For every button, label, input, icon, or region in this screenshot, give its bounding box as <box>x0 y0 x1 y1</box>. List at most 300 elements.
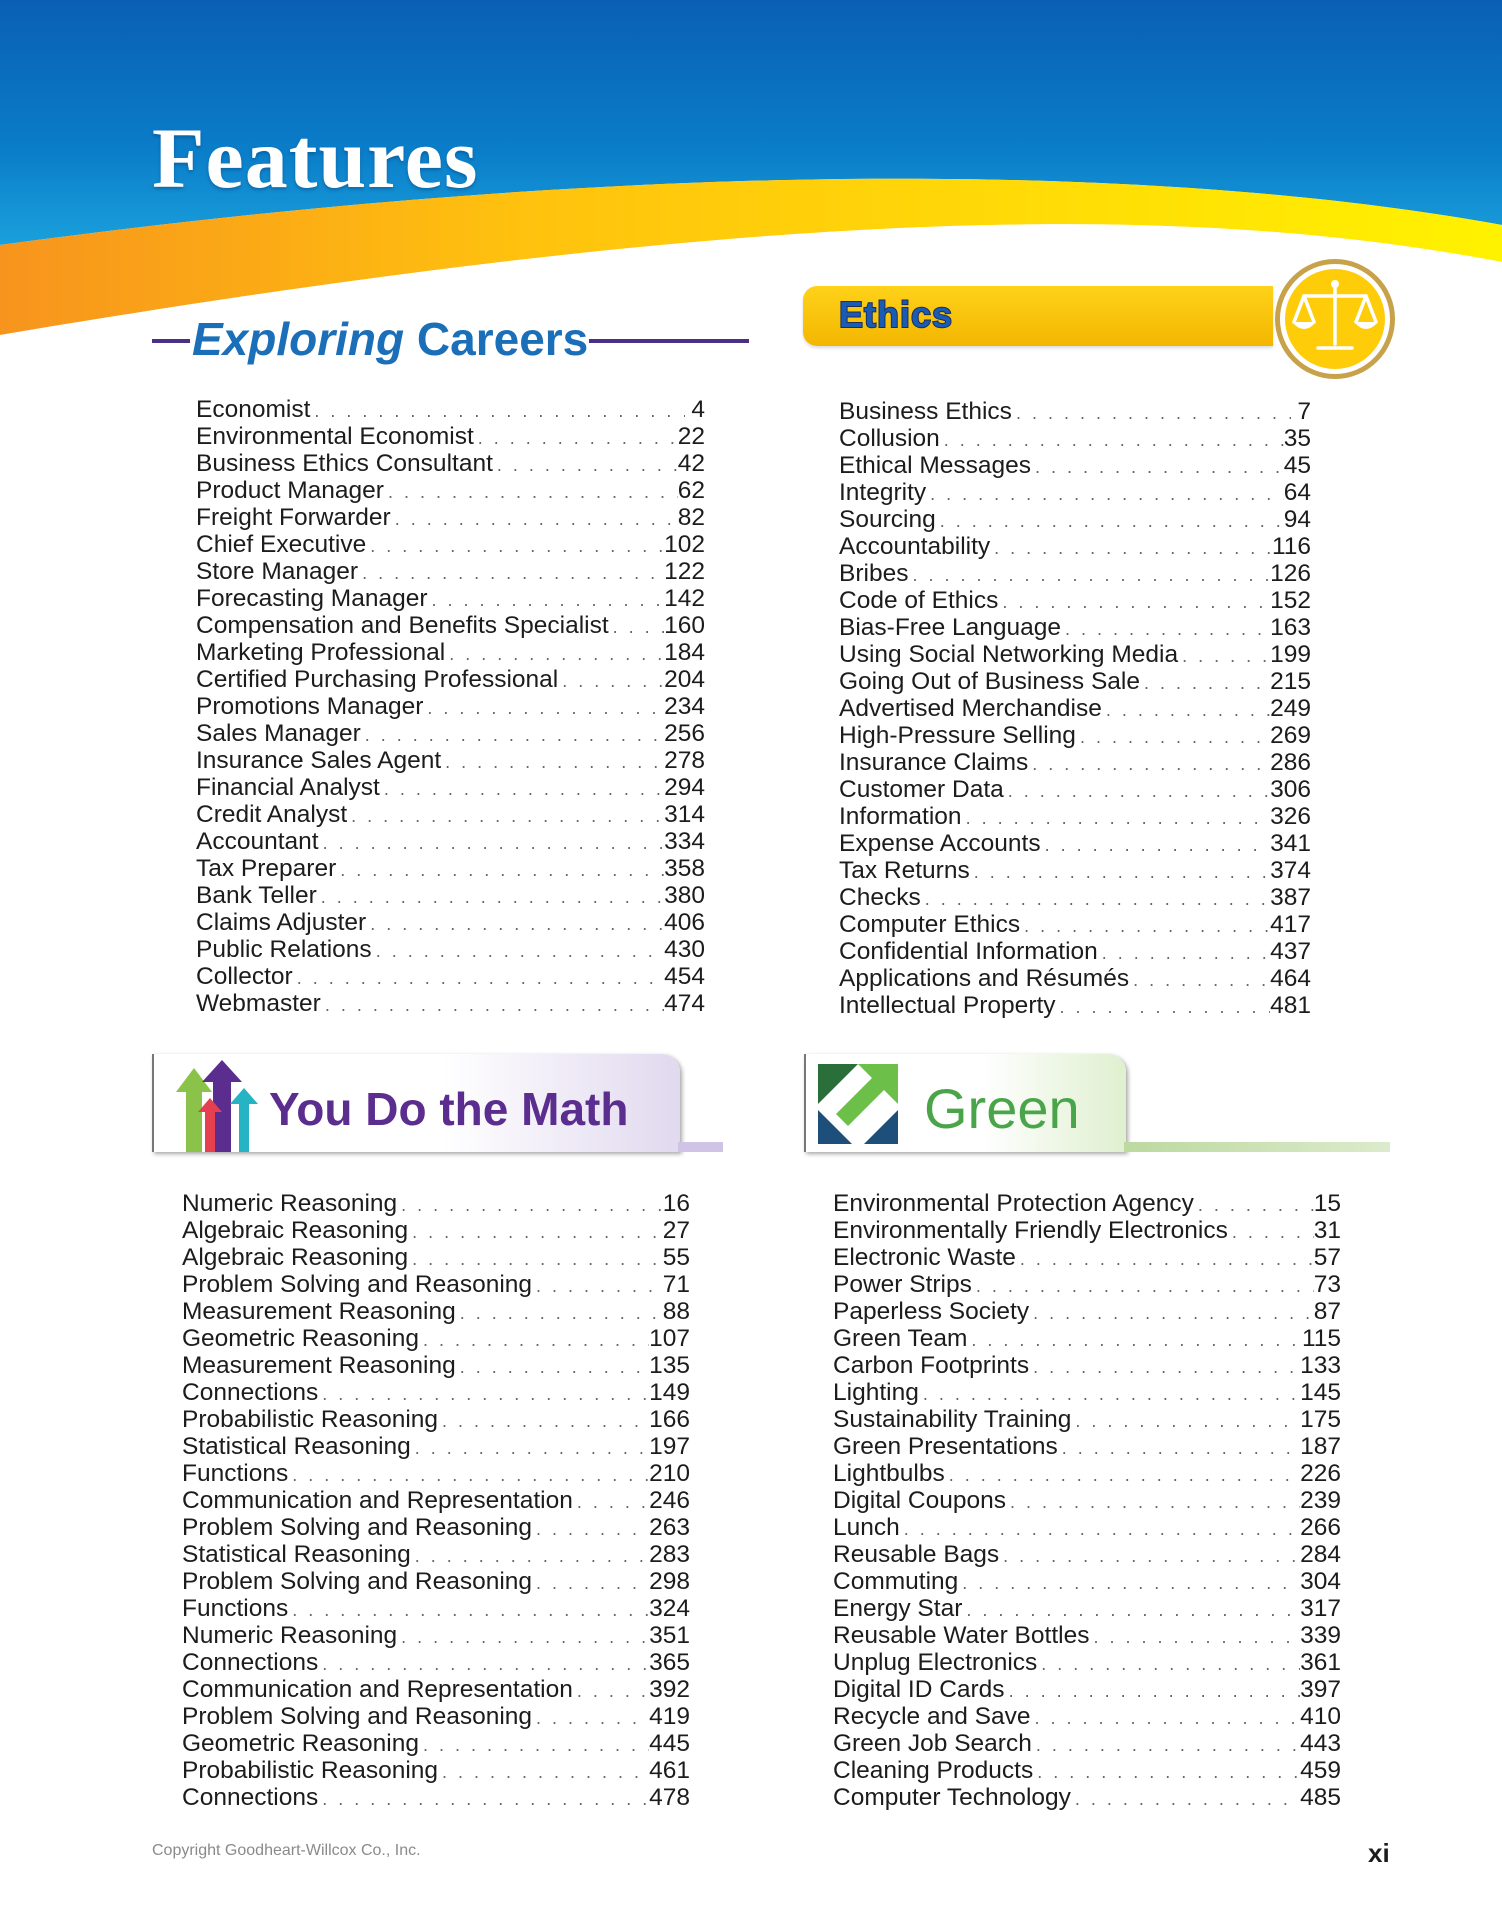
careers-entry-title: Tax Preparer <box>196 855 337 882</box>
green-entry-title: Environmentally Friendly Electronics <box>833 1217 1228 1244</box>
math-list <box>182 1190 690 1811</box>
careers-heading-em: Exploring <box>192 313 405 365</box>
careers-entry <box>196 720 705 747</box>
careers-entry <box>196 882 705 909</box>
dot-leader <box>998 589 1270 616</box>
math-entry-page: 445 <box>649 1730 690 1757</box>
math-entry-page: 197 <box>649 1433 690 1460</box>
math-entry-title: Probabilistic Reasoning <box>182 1406 439 1433</box>
careers-entry <box>196 531 705 558</box>
dot-leader <box>532 1516 649 1543</box>
dot-leader <box>921 886 1270 913</box>
green-entry <box>833 1298 1341 1325</box>
ethics-entry-title: Going Out of Business Sale <box>839 668 1140 695</box>
math-entry <box>182 1406 690 1433</box>
dot-leader <box>1194 1192 1314 1219</box>
ethics-heading: Ethics <box>839 294 954 335</box>
scales-of-justice-icon <box>1272 256 1398 382</box>
dot-leader <box>361 722 664 749</box>
green-entry-page: 133 <box>1300 1352 1341 1379</box>
careers-entry-page: 278 <box>664 747 705 774</box>
dot-leader <box>1089 1624 1300 1651</box>
careers-entry <box>196 396 705 423</box>
math-entry-page: 71 <box>662 1271 690 1298</box>
careers-entry-title: Compensation and Benefits Specialist <box>196 612 609 639</box>
careers-entry-title: Business Ethics Consultant <box>196 450 493 477</box>
math-entry <box>182 1541 690 1568</box>
ethics-entry-title: Applications and Résumés <box>839 965 1130 992</box>
green-entry-page: 317 <box>1300 1595 1341 1622</box>
careers-entry-title: Marketing Professional <box>196 639 446 666</box>
ethics-list <box>839 398 1311 1019</box>
math-entry-title: Communication and Representation <box>182 1676 573 1703</box>
ethics-entry <box>839 587 1311 614</box>
ethics-entry-title: Ethical Messages <box>839 452 1032 479</box>
dot-leader <box>288 1597 649 1624</box>
green-entry-page: 410 <box>1300 1703 1341 1730</box>
math-entry-title: Geometric Reasoning <box>182 1325 419 1352</box>
ethics-entry <box>839 506 1311 533</box>
dot-leader <box>1005 1678 1301 1705</box>
dot-leader <box>1004 778 1270 805</box>
careers-entry-title: Bank Teller <box>196 882 317 909</box>
math-entry <box>182 1271 690 1298</box>
green-entry-title: Electronic Waste <box>833 1244 1016 1271</box>
dot-leader <box>1129 967 1270 994</box>
copyright-notice: Copyright Goodheart-Willcox Co., Inc. <box>152 1842 421 1859</box>
green-entry-page: 145 <box>1300 1379 1341 1406</box>
math-banner-tab <box>678 1142 723 1152</box>
green-entry-page: 443 <box>1300 1730 1341 1757</box>
careers-entry <box>196 612 705 639</box>
green-entry-page: 87 <box>1313 1298 1341 1325</box>
green-entry-page: 361 <box>1300 1649 1341 1676</box>
ethics-entry-title: Bias-Free Language <box>839 614 1062 641</box>
ethics-entry-title: Expense Accounts <box>839 830 1041 857</box>
math-entry-page: 88 <box>662 1298 690 1325</box>
math-entry <box>182 1352 690 1379</box>
careers-entry-page: 256 <box>664 720 705 747</box>
recycle-arrow-logo-icon <box>818 1064 898 1144</box>
ethics-entry-title: Business Ethics <box>839 398 1012 425</box>
math-entry-page: 392 <box>649 1676 690 1703</box>
math-entry-title: Functions <box>182 1460 289 1487</box>
dot-leader <box>940 427 1284 454</box>
ethics-entry-page: 64 <box>1283 479 1311 506</box>
ethics-entry-page: 387 <box>1270 884 1311 911</box>
careers-entry-title: Environmental Economist <box>196 423 474 450</box>
careers-entry-page: 82 <box>677 504 705 531</box>
dot-leader <box>1032 1732 1300 1759</box>
ethics-entry <box>839 776 1311 803</box>
ethics-entry-page: 417 <box>1270 911 1311 938</box>
dot-leader <box>438 1759 649 1786</box>
green-entry <box>833 1514 1341 1541</box>
green-entry <box>833 1406 1341 1433</box>
green-entry-title: Recycle and Save <box>833 1703 1031 1730</box>
careers-rule-right <box>589 339 749 343</box>
dot-leader <box>397 1624 649 1651</box>
math-entry <box>182 1595 690 1622</box>
ethics-entry-title: Code of Ethics <box>839 587 999 614</box>
ethics-entry <box>839 803 1311 830</box>
ethics-entry-page: 152 <box>1270 587 1311 614</box>
dot-leader <box>532 1273 663 1300</box>
math-entry-page: 27 <box>662 1217 690 1244</box>
dot-leader <box>990 535 1272 562</box>
math-entry <box>182 1757 690 1784</box>
dot-leader <box>958 1570 1300 1597</box>
green-entry-page: 239 <box>1300 1487 1341 1514</box>
ethics-entry-page: 163 <box>1270 614 1311 641</box>
ethics-entry-page: 45 <box>1283 452 1311 479</box>
green-entry <box>833 1325 1341 1352</box>
math-entry-title: Algebraic Reasoning <box>182 1244 409 1271</box>
dot-leader <box>1056 994 1271 1021</box>
careers-entry <box>196 558 705 585</box>
math-entry-title: Numeric Reasoning <box>182 1190 398 1217</box>
green-entry <box>833 1757 1341 1784</box>
green-entry <box>833 1595 1341 1622</box>
ethics-entry <box>839 533 1311 560</box>
careers-entry-title: Freight Forwarder <box>196 504 391 531</box>
careers-entry-page: 62 <box>677 477 705 504</box>
dot-leader <box>970 859 1270 886</box>
careers-entry-title: Sales Manager <box>196 720 361 747</box>
math-entry <box>182 1514 690 1541</box>
math-entry-page: 419 <box>649 1703 690 1730</box>
careers-rule-left <box>152 339 190 343</box>
math-entry-title: Problem Solving and Reasoning <box>182 1514 533 1541</box>
math-entry <box>182 1460 690 1487</box>
math-entry <box>182 1784 690 1811</box>
green-entry <box>833 1730 1341 1757</box>
careers-entry-page: 314 <box>664 801 705 828</box>
careers-entry-page: 4 <box>691 396 705 423</box>
green-entry-title: Computer Technology <box>833 1784 1071 1811</box>
green-entry-title: Digital Coupons <box>833 1487 1006 1514</box>
dot-leader <box>1071 1408 1300 1435</box>
dot-leader <box>336 857 664 884</box>
math-entry-page: 166 <box>649 1406 690 1433</box>
careers-entry-title: Financial Analyst <box>196 774 380 801</box>
careers-entry-title: Claims Adjuster <box>196 909 367 936</box>
math-entry-title: Algebraic Reasoning <box>182 1217 409 1244</box>
careers-entry <box>196 477 705 504</box>
ethics-entry-page: 464 <box>1270 965 1311 992</box>
dot-leader <box>908 562 1270 589</box>
ethics-banner <box>803 286 1273 346</box>
dot-leader <box>419 1327 649 1354</box>
math-entry <box>182 1676 690 1703</box>
dot-leader <box>408 1219 663 1246</box>
ethics-entry <box>839 398 1311 425</box>
green-heading: Green <box>924 1077 1080 1140</box>
math-entry-title: Problem Solving and Reasoning <box>182 1568 533 1595</box>
careers-entry-page: 22 <box>677 423 705 450</box>
green-entry-title: Energy Star <box>833 1595 963 1622</box>
dot-leader <box>438 1408 649 1435</box>
careers-entry-title: Promotions Manager <box>196 693 424 720</box>
careers-entry-title: Webmaster <box>196 990 321 1017</box>
math-entry-title: Connections <box>182 1379 319 1406</box>
dot-leader <box>493 452 678 479</box>
dot-leader <box>397 1192 663 1219</box>
green-entry <box>833 1649 1341 1676</box>
careers-entry <box>196 963 705 990</box>
math-entry-title: Problem Solving and Reasoning <box>182 1703 533 1730</box>
green-entry-page: 175 <box>1300 1406 1341 1433</box>
dot-leader <box>1071 1786 1300 1813</box>
math-entry <box>182 1622 690 1649</box>
math-entry <box>182 1379 690 1406</box>
careers-entry-title: Chief Executive <box>196 531 367 558</box>
dot-leader <box>1228 1219 1314 1246</box>
ethics-entry-title: Collusion <box>839 425 940 452</box>
careers-entry-title: Credit Analyst <box>196 801 348 828</box>
dot-leader <box>408 1246 663 1273</box>
math-entry-title: Geometric Reasoning <box>182 1730 419 1757</box>
green-entry-page: 115 <box>1301 1325 1341 1352</box>
dot-leader <box>1029 1300 1314 1327</box>
ethics-entry-page: 481 <box>1270 992 1311 1019</box>
math-entry-title: Probabilistic Reasoning <box>182 1757 439 1784</box>
careers-entry-page: 102 <box>664 531 705 558</box>
dot-leader <box>288 1462 649 1489</box>
math-entry-page: 149 <box>649 1379 690 1406</box>
dot-leader <box>1031 454 1284 481</box>
dot-leader <box>573 1489 649 1516</box>
ethics-entry <box>839 641 1311 668</box>
green-entry <box>833 1379 1341 1406</box>
dot-leader <box>423 695 664 722</box>
green-entry <box>833 1190 1341 1217</box>
green-entry <box>833 1460 1341 1487</box>
careers-entry-title: Public Relations <box>196 936 372 963</box>
green-entry <box>833 1244 1341 1271</box>
math-entry-page: 283 <box>649 1541 690 1568</box>
green-entry <box>833 1784 1341 1811</box>
ethics-entry-title: High-Pressure Selling <box>839 722 1076 749</box>
green-entry-title: Reusable Water Bottles <box>833 1622 1090 1649</box>
math-entry <box>182 1703 690 1730</box>
math-entry-page: 16 <box>662 1190 690 1217</box>
ethics-entry-page: 269 <box>1270 722 1311 749</box>
dot-leader <box>967 1327 1302 1354</box>
ethics-entry-title: Using Social Networking Media <box>839 641 1179 668</box>
green-entry <box>833 1217 1341 1244</box>
green-entry-title: Unplug Electronics <box>833 1649 1038 1676</box>
dot-leader <box>573 1678 649 1705</box>
careers-entry-title: Collector <box>196 963 293 990</box>
careers-entry <box>196 990 705 1017</box>
careers-entry-page: 474 <box>664 990 705 1017</box>
ethics-entry-title: Intellectual Property <box>839 992 1056 1019</box>
careers-entry <box>196 801 705 828</box>
math-entry-page: 365 <box>649 1649 690 1676</box>
green-banner <box>800 1054 1390 1154</box>
careers-entry <box>196 504 705 531</box>
math-entry-title: Problem Solving and Reasoning <box>182 1271 533 1298</box>
dot-leader <box>1076 724 1270 751</box>
dot-leader <box>1178 643 1270 670</box>
math-entry <box>182 1568 690 1595</box>
dot-leader <box>1098 940 1270 967</box>
ethics-entry-title: Computer Ethics <box>839 911 1021 938</box>
ethics-entry-title: Checks <box>839 884 921 911</box>
green-entry <box>833 1487 1341 1514</box>
careers-entry-title: Economist <box>196 396 311 423</box>
ethics-entry-page: 215 <box>1270 668 1311 695</box>
math-entry-title: Measurement Reasoning <box>182 1298 456 1325</box>
dot-leader <box>445 641 664 668</box>
dot-leader <box>384 479 678 506</box>
ethics-entry-page: 116 <box>1271 533 1311 560</box>
ethics-entry-title: Customer Data <box>839 776 1004 803</box>
dot-leader <box>319 830 665 857</box>
math-entry-page: 324 <box>649 1595 690 1622</box>
dot-leader <box>1058 1435 1300 1462</box>
careers-heading-rest: Careers <box>404 313 589 365</box>
careers-entry <box>196 693 705 720</box>
ethics-entry-title: Bribes <box>839 560 909 587</box>
dot-leader <box>1041 832 1271 859</box>
dot-leader <box>972 1273 1314 1300</box>
careers-entry-title: Store Manager <box>196 558 359 585</box>
math-entry <box>182 1244 690 1271</box>
dot-leader <box>456 1354 649 1381</box>
green-entry-page: 485 <box>1300 1784 1341 1811</box>
ethics-entry <box>839 992 1311 1019</box>
green-entry <box>833 1622 1341 1649</box>
ethics-entry <box>839 749 1311 776</box>
math-entry-page: 210 <box>649 1460 690 1487</box>
ethics-entry-title: Information <box>839 803 962 830</box>
careers-entry-title: Product Manager <box>196 477 384 504</box>
math-entry-page: 478 <box>649 1784 690 1811</box>
ethics-entry-title: Sourcing <box>839 506 936 533</box>
ethics-entry <box>839 884 1311 911</box>
careers-entry-title: Insurance Sales Agent <box>196 747 442 774</box>
green-entry-page: 459 <box>1300 1757 1341 1784</box>
math-entry-page: 107 <box>649 1325 690 1352</box>
ethics-entry-page: 94 <box>1283 506 1311 533</box>
careers-entry <box>196 666 705 693</box>
math-entry-page: 351 <box>649 1622 690 1649</box>
math-entry <box>182 1433 690 1460</box>
dot-leader <box>293 965 664 992</box>
dot-leader <box>532 1570 649 1597</box>
math-banner-card <box>152 1054 680 1152</box>
careers-entry-page: 430 <box>664 936 705 963</box>
careers-entry-page: 334 <box>664 828 705 855</box>
dot-leader <box>428 587 665 614</box>
green-entry-title: Power Strips <box>833 1271 972 1298</box>
careers-entry-page: 42 <box>677 450 705 477</box>
math-entry-title: Statistical Reasoning <box>182 1541 411 1568</box>
careers-heading <box>152 306 752 366</box>
dot-leader <box>366 911 664 938</box>
green-entry-page: 187 <box>1300 1433 1341 1460</box>
rising-arrows-icon <box>172 1060 272 1152</box>
dot-leader <box>1012 400 1291 427</box>
careers-entry-page: 406 <box>664 909 705 936</box>
dot-leader <box>919 1381 1300 1408</box>
green-entry-page: 304 <box>1300 1568 1341 1595</box>
math-entry <box>182 1325 690 1352</box>
green-entry <box>833 1541 1341 1568</box>
green-banner-tab <box>1124 1142 1390 1152</box>
dot-leader <box>1037 1651 1300 1678</box>
dot-leader <box>1016 1246 1314 1273</box>
dot-leader <box>441 749 664 776</box>
careers-entry-title: Forecasting Manager <box>196 585 428 612</box>
careers-entry <box>196 585 705 612</box>
ethics-entry-title: Integrity <box>839 479 927 506</box>
green-entry-page: 266 <box>1300 1514 1341 1541</box>
green-entry-page: 397 <box>1300 1676 1341 1703</box>
ethics-entry-page: 249 <box>1270 695 1311 722</box>
ethics-entry-page: 437 <box>1270 938 1311 965</box>
careers-entry-title: Accountant <box>196 828 319 855</box>
dot-leader <box>1028 751 1270 778</box>
dot-leader <box>926 481 1284 508</box>
page-number: xi <box>1368 1838 1390 1868</box>
ethics-entry-title: Confidential Information <box>839 938 1098 965</box>
dot-leader <box>936 508 1284 535</box>
green-entry-page: 339 <box>1300 1622 1341 1649</box>
green-entry-page: 226 <box>1300 1460 1341 1487</box>
green-entry-title: Paperless Society <box>833 1298 1030 1325</box>
dot-leader <box>372 938 664 965</box>
careers-entry <box>196 909 705 936</box>
green-entry-title: Environmental Protection Agency <box>833 1190 1194 1217</box>
ethics-entry <box>839 560 1311 587</box>
ethics-entry <box>839 668 1311 695</box>
ethics-entry-title: Insurance Claims <box>839 749 1029 776</box>
green-entry-title: Green Presentations <box>833 1433 1058 1460</box>
dot-leader <box>318 1651 649 1678</box>
ethics-entry-page: 126 <box>1270 560 1311 587</box>
careers-entry-page: 454 <box>664 963 705 990</box>
green-entry-title: Green Job Search <box>833 1730 1032 1757</box>
green-banner-card <box>804 1054 1126 1152</box>
dot-leader <box>419 1732 649 1759</box>
careers-entry-page: 160 <box>664 612 705 639</box>
careers-entry-page: 380 <box>664 882 705 909</box>
careers-entry-page: 294 <box>664 774 705 801</box>
careers-entry <box>196 828 705 855</box>
green-entry-title: Reusable Bags <box>833 1541 1000 1568</box>
dot-leader <box>609 614 664 641</box>
dot-leader <box>474 425 678 452</box>
math-entry-title: Numeric Reasoning <box>182 1622 398 1649</box>
math-heading: You Do the Math <box>269 1083 629 1135</box>
ethics-entry-title: Accountability <box>839 533 991 560</box>
green-entry-title: Cleaning Products <box>833 1757 1034 1784</box>
math-entry <box>182 1487 690 1514</box>
ethics-entry-page: 306 <box>1270 776 1311 803</box>
math-entry <box>182 1649 690 1676</box>
math-entry-title: Functions <box>182 1595 289 1622</box>
ethics-entry <box>839 965 1311 992</box>
ethics-entry <box>839 857 1311 884</box>
careers-entry <box>196 450 705 477</box>
careers-heading-text <box>192 312 588 366</box>
careers-entry-page: 184 <box>664 639 705 666</box>
green-entry-title: Lighting <box>833 1379 919 1406</box>
green-entry-page: 284 <box>1300 1541 1341 1568</box>
